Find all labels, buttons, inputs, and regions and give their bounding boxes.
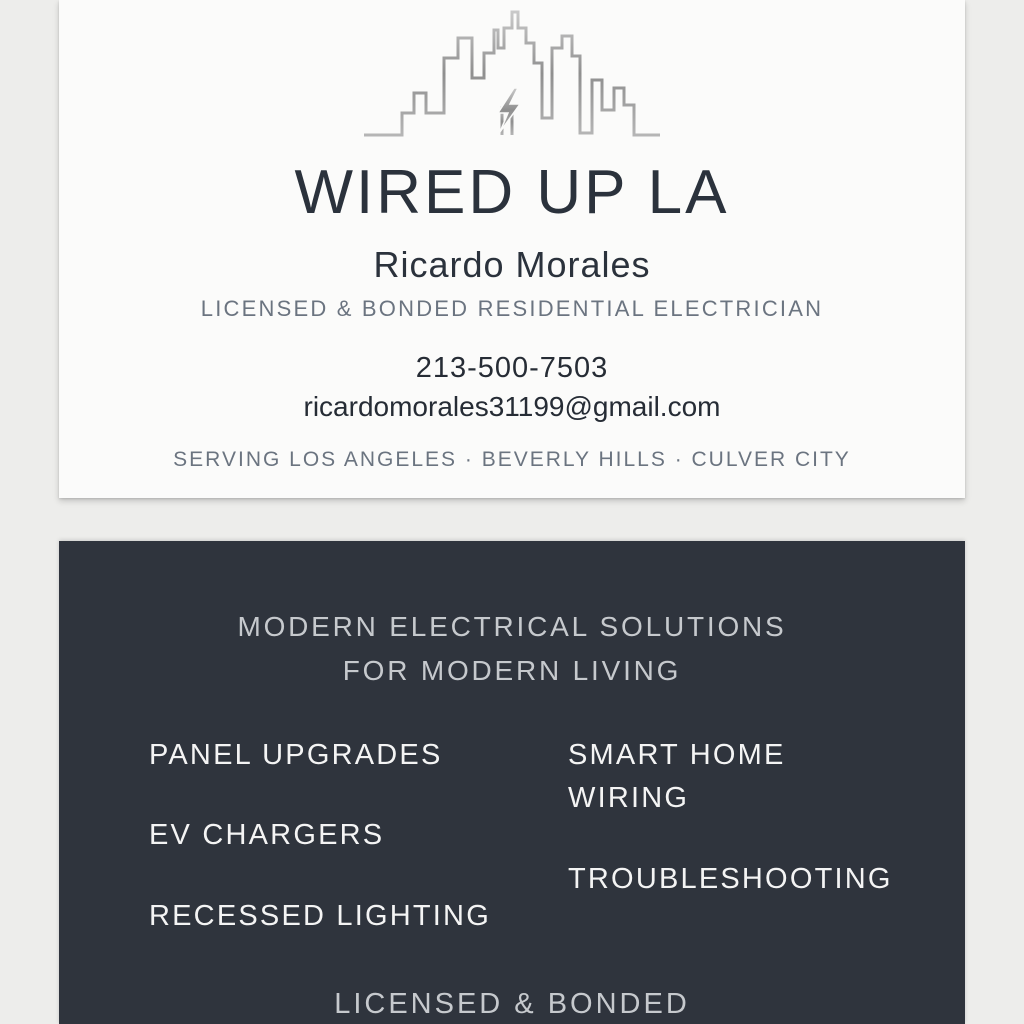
tagline-line-1: MODERN ELECTRICAL SOLUTIONS bbox=[237, 611, 787, 642]
service-item: TROUBLESHOOTING bbox=[568, 863, 893, 895]
person-name: Ricardo Morales bbox=[373, 244, 651, 285]
phone-number: 213-500-7503 bbox=[415, 352, 609, 384]
tagline-line-2: FOR MODERN LIVING bbox=[342, 655, 682, 686]
service-item-line-1: SMART HOME bbox=[568, 739, 786, 771]
service-item: EV CHARGERS bbox=[149, 819, 385, 851]
services-list bbox=[59, 541, 965, 1024]
service-item: RECESSED LIGHTING bbox=[149, 900, 491, 932]
brand-name: WIRED UP LA bbox=[294, 158, 730, 227]
service-item-line-2: WIRING bbox=[568, 782, 690, 814]
job-title: LICENSED & BONDED RESIDENTIAL ELECTRICIAN bbox=[200, 296, 824, 321]
card-front bbox=[59, 0, 965, 498]
email-address: ricardomorales31199@gmail.com bbox=[303, 391, 721, 422]
city-skyline-lightning-icon bbox=[362, 8, 662, 140]
licensed-footer: LICENSED & BONDED bbox=[334, 988, 690, 1020]
card-back bbox=[59, 541, 965, 1024]
service-item: PANEL UPGRADES bbox=[149, 739, 443, 771]
service-areas: SERVING LOS ANGELES · BEVERLY HILLS · CULVER CITY bbox=[173, 448, 851, 471]
